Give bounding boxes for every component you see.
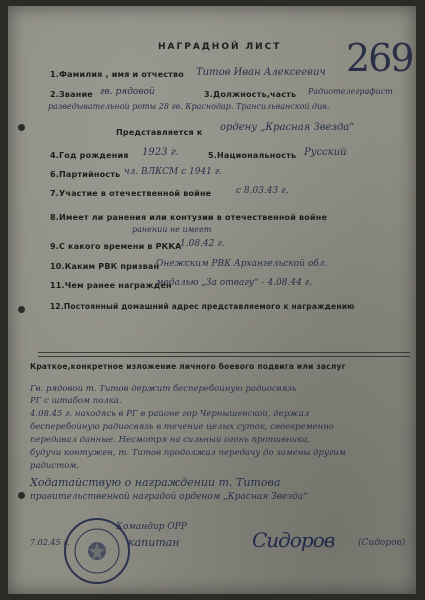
field-3-label: 3.Должность,часть (204, 90, 297, 99)
summary-line: 4.08.45 г. находясь в РГ в районе гор Чернышевской, держал (30, 409, 310, 419)
field-7-value: с 8.03.43 г. (236, 186, 289, 196)
field-10-value: Онежским РВК Архангельской обл. (156, 259, 328, 269)
summary-line: передавал данные. Несмотря на сильный огонь противника, (30, 435, 311, 445)
punch-hole (18, 492, 25, 499)
field-1-label: 1.Фамилия , имя и отчество (50, 70, 184, 79)
field-7-label: 7.Участие в отечественной войне (50, 189, 212, 198)
field-3-value-a: Радиотелеграфист (308, 87, 393, 96)
present-value: ордену „Красная Звезда“ (220, 122, 355, 133)
field-10-label: 10.Каким РВК призван (50, 262, 160, 271)
field-1-value: Титов Иван Алексеевич (196, 67, 326, 78)
summary-line: будучи контужен, т. Титов продолжал передачу до замены другим (30, 448, 346, 458)
summary-line: Гв. рядовой т. Титов держит бесперебойную радиосвязь (30, 384, 297, 394)
signature-role: Командир ОРР (116, 522, 187, 532)
petition-line: Ходатайствую о награждении т. Титова (30, 476, 281, 489)
field-9-label: 9.С какого времени в РККА (50, 242, 182, 251)
summary-line: РГ с штабом полка. (30, 396, 122, 406)
field-4-value: 1923 г. (142, 147, 179, 158)
petition-line: правительственной наградой орденом „Красная Звезда“ (30, 492, 308, 502)
signature-name: (Сидоров) (358, 538, 406, 548)
punch-hole (18, 306, 25, 313)
signature-autograph: Сидоров (252, 528, 335, 552)
field-11-label: 11.Чем ранее награжден (50, 281, 172, 290)
divider-line (38, 352, 410, 353)
field-5-value: Русский (304, 147, 347, 158)
punch-hole (18, 124, 25, 131)
field-11-value: медалью „За отвагу“ - 4.08.44 г. (156, 278, 313, 288)
field-4-label: 4.Год рождения (50, 151, 129, 160)
award-sheet (8, 6, 416, 594)
field-6-label: 6.Партийность (50, 170, 121, 179)
signature-rank: капитан (128, 536, 180, 549)
field-8-label: 8.Имеет ли ранения или контузии в отечественной войне (50, 213, 328, 222)
field-8-value: ранений не имеет (132, 225, 212, 234)
field-9-value: 1.08.42 г. (180, 239, 225, 249)
page-title: НАГРАДНОЙ ЛИСТ (158, 42, 282, 52)
field-5-label: 5.Национальность (208, 151, 297, 160)
field-6-value: чл. ВЛКСМ с 1941 г. (124, 167, 223, 177)
summary-heading: Краткое,конкретное изложение личного боевого подвига или заслуг (30, 362, 346, 371)
archive-number: 269 (346, 36, 413, 80)
field-2-value: гв. рядовой (100, 87, 155, 97)
summary-line: бесперебойную радиосвязь в течение целых суток, своевременно (30, 422, 334, 432)
field-12-label: 12.Постоянный домашний адрес представляемого к награждению (50, 302, 355, 311)
summary-line: радистом. (30, 461, 80, 471)
signature-date: 7.02.45 г. (30, 538, 70, 547)
present-label: Представляется к (116, 128, 203, 137)
divider-line (38, 356, 410, 357)
field-2-label: 2.Звание (50, 90, 93, 99)
field-3-value-b: разведывательной роты 28 гв. Краснодар. Трансильванской див. (48, 102, 330, 111)
